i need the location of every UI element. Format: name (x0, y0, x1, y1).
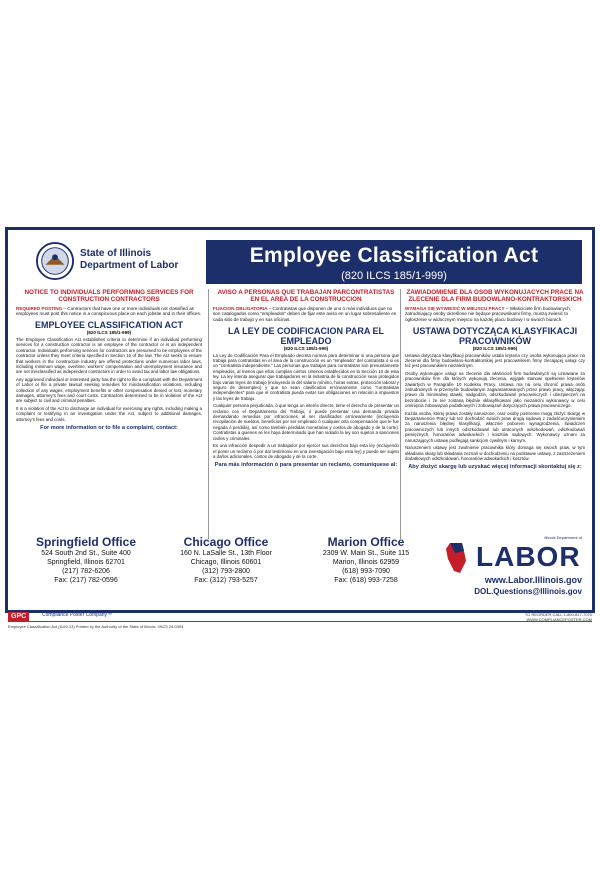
labor-email-link[interactable]: DOL.Questions@Illinois.gov (474, 587, 582, 596)
agency-line2: Department of Labor (80, 260, 179, 271)
office-springfield (16, 535, 156, 585)
labor-top-text: Illinois Department of (544, 535, 582, 540)
english-notice-heading: NOTICE TO INDIVIDUALS PERFORMING SERVICES FOR CONSTRUCTION CONTRACTORS (24, 289, 194, 304)
spanish-notice-heading: AVISO A PERSONAS QUE TRABAJAN PARCONTRATISTAS EN EL AREA DE LA CONSTRUCCION (217, 289, 395, 304)
company-name: Compliance Poster Company™ (42, 612, 113, 618)
office-name: Marion Office (327, 535, 405, 549)
polish-paragraph-3: Każda osoba, której prawa zostały naruszone, oraz osoby postronne mogą złożyć skargę w Departamencie Pracy lub też dochodzić swoich praw drogą sądową z zadośćuczynieniem za naruszenia błędnej klasyfikacji, włącznie poborem wynagrodzenia, świadczeń pracowniczych lub innych odszkodowań lub utraconych odszkodowań, odszkodowań pieniężnych, honorariów adwokackich i kosztów sądowych. Wykonawcy uznani za naruszających ustawę podlegają sankcjom cywilnym i karnym. (405, 410, 585, 443)
office-contacts (16, 535, 582, 605)
spanish-paragraph-2: Cualquier persona perjudicada, ó que tenga un interés directo, tiene el derecho de presentar un reclamo con el Departamento del Trabajo, ó puede presentar una demanda privada demandando remedios por infracciones al ser clasificados erróneamente (incluyendo recopilación de sueldos, beneficios por ser empleado ó cualquier otra compensación que le fue negada ó perdida), así como también pérdidas monetarias y costos de abogado y de la corte). Contratistas a quienes se les haya determinado que han violado la ley son sujetos a sanciones civiles y criminales. (213, 403, 399, 441)
title-bar (206, 240, 582, 284)
spanish-required-posting (213, 306, 399, 323)
spanish-act-citation: (820 ILCS 185/1-999) (283, 345, 329, 351)
poster-frame (5, 227, 595, 613)
office-fax: Fax: (618) 993-7258 (334, 577, 398, 584)
poster-footer (8, 612, 592, 642)
english-paragraph-3: It is a violation of the Act to discharge an individual for exercising any rights, including making a complaint or testifying in an investigation under the Act, subject to additional damages, attorney's fees and costs. (16, 405, 202, 422)
footer-divider (8, 621, 592, 622)
labor-logo-box (436, 535, 582, 601)
agency-line1: State of Illinois (80, 248, 152, 259)
printing-notice: Employee Classification Act (8-09-13) Printed by the Authority of the State of Illinois. 09/23 24-0394 (8, 624, 184, 629)
poster-title: Employee Classification Act (249, 244, 539, 267)
office-fax: Fax: (217) 782-0596 (54, 577, 118, 584)
polish-paragraph-1: Ustawa dotycząca klasyfikacji pracowników ustala kryteria czy osoba wykonująca prace na zlecenie dla firmy budowlano-kontraktorskiej jest pracownikiem firmy zlecającej usługi czy też jest pracownikiem niezależnym. (405, 352, 585, 369)
reorder-phone: TO REORDER CALL 1-800-817-7070 (524, 612, 592, 617)
english-more-info: For more information or to file a complaint, contact: (40, 425, 178, 432)
english-act-heading: EMPLOYEE CLASSIFICATION ACT (34, 320, 183, 330)
polish-paragraph-2: Osoby wykonujące usługi na zlecenie dla właścicieli firm budowlanych są uznawane za pracowników firm dla których wykonują zlecenia, wyjątek stanowi spełnienie kryteriów zawartych w Paragrafie 10 Kodeksu Pracy. Ustawa ma na celu chronić prawa osób zatrudnionych w przemyśle budowlanym zagwarantowanych przez prawo pracy, włączając prawo do minimalnej stawki, nadgodzin, odszkodowań pracowniczych i ubezpieczeń na bezrobocie i że nie zostaną błędnie sklasyfikowani jako niezależni wykonawcy w celu ominięcia zobowiązań podatkowych i zobowiązań dotyczących prawa pracowniczego. (405, 370, 585, 409)
office-fax: Fax: (312) 793-5257 (194, 577, 258, 584)
office-address-1: 2309 W. Main St., Suite 115 (322, 550, 410, 557)
spanish-paragraph-1: La Ley de Codificación Para el Empleado decreta normas para determinar si una persona que trabaja para contratistas en el área de la construcción es un "empleado" del contratista ó si es un "contratista independiente." Las personas que trabajan para contratistas son presuntamente empleados, al menos que ellos cumplan ciertos criterios establecidos en la Sección 10 de esta ley. La ley intenta asegurar que trabajadores en la industria de la construcción sean protegidos bajo varias leyes de trabajo (incluyendo la del salario mínimo, horas extras, protección laboral y seguro de desempleo) y que no sean clasificados erróneamente como "contratistas independientes" para que el contratista pueda evitar sus obligaciones en relación a impuestos y las leyes de trabajo. (213, 352, 399, 401)
office-address-2: Springfield, Illinois 62701 (47, 559, 125, 566)
illinois-map-icon (440, 541, 474, 575)
office-chicago (156, 535, 296, 585)
spanish-required-label: FIJACION OBLIGATORIA (213, 305, 268, 311)
illinois-seal-icon (36, 242, 74, 280)
poster-subtitle: (820 ILCS 185/1-999) (341, 270, 447, 282)
office-address-1: 160 N. LaSalle St., 13th Floor (180, 550, 272, 557)
english-paragraph-1: The Employee Classification Act establishes criteria to determine if an individual performing services for a construction contractor is an employee of the contractor or is an independent contractor. Individuals performing services for contractors are presumed to be employees of the contractor unless they meet criteria specified in Section 10 of the law. The Act seeks to ensure that workers in the construction industry are offered protections under numerous labor laws, including minimum wage, overtime, workers' compensation and unemployment insurance and are not misclassified as independent contractors in order to avoid tax and labor law obligations. (16, 337, 202, 375)
reorder-info (525, 612, 592, 622)
content-columns (16, 289, 585, 539)
polish-more-info: Aby złożyć skargę lub uzyskać więcej informacji skontaktuj się z: (408, 464, 582, 471)
polish-notice-heading: ZAWIADOMIENIE DLA OSOB WYKONUJACYCH PRACE NA ZLECENIE DLA FIRM BUDOWLANO-KONTRAKTORSKICH (406, 289, 584, 304)
office-name: Springfield Office (35, 535, 136, 549)
spanish-paragraph-3: Es una infracción despedir a un trabajador por ejercer sus derechos bajo esta ley (incluyendo el poner un reclamo ó por dar testimonio en una investigación bajo esta ley) y puede ser sujeto a daños adicionales, costos de abogado y de la corte. (213, 443, 399, 459)
gpc-logo: GPC (8, 612, 29, 621)
polish-act-citation: (820 ILCS 185/1-999) (472, 345, 518, 351)
polish-required-text: – Właściciele firm budowlanych, zatrudniający osoby określone nie będące pracownikami firmy, muszą zwiesić to ogłoszenie w widocznym miejscu na każdej placu budowy i w swoich biurach. (405, 305, 572, 322)
spanish-more-info: Para más información ó para presentar un reclamo, comuníquese al: (214, 462, 398, 469)
labor-logo-text: LABOR (476, 541, 581, 572)
office-marion (296, 535, 436, 585)
labor-website-link[interactable]: www.Labor.Illinois.gov (484, 575, 582, 585)
english-column (16, 289, 202, 539)
office-phone: (618) 993-7090 (342, 568, 390, 575)
reorder-website: WWW.COMPLIANCEPOSTER.COM (526, 617, 592, 622)
polish-paragraph-4: Naruszeniem ustawy jest zwolnienie pracownika który domaga się swoich praw, w tym składania skarg lub składania zeznań w dochodzeniu na podstawie ustawy, z zastrzeżeniem dodatkowych odszkodowań, honorariów adwokackich i kosztów. (405, 445, 585, 461)
polish-required-label: WYMAGA SIĘ WYWIESIĆ W MIEJSCU PRACY (405, 305, 505, 311)
office-phone: (312) 793-2800 (202, 568, 250, 575)
office-name: Chicago Office (183, 535, 269, 549)
polish-column (400, 289, 585, 539)
office-address-2: Chicago, Illinois 60601 (190, 559, 262, 566)
office-address-2: Marion, Illinois 62959 (332, 559, 400, 566)
polish-act-heading: USTAWA DOTYCZĄCA KLASYFIKACJI PRACOWNIKÓW (412, 325, 578, 346)
english-required-label: REQUIRED POSTING (16, 305, 63, 311)
spanish-column (208, 289, 399, 539)
agency-name (80, 248, 178, 272)
spanish-required-text: – Contratistas que disponen de uno ó más individuos que no son catalogados como "empleados" deben de fijar este aviso en un lugar sobresaliente en cada sitio de trabajo y en sus oficinas. (213, 305, 397, 322)
spanish-act-heading: LA LEY DE CODIFICACION PARA EL EMPLEADO (227, 325, 384, 346)
office-phone: (217) 782-6206 (62, 568, 110, 575)
english-required-text: – Contractors that have one or more individuals not classified as employees must post this notice in a conspicuous place on each jobsite and in their offices. (16, 305, 202, 317)
english-act-citation: (820 ILCS 185/1-999) (86, 330, 132, 335)
english-paragraph-2: Any aggrieved individual or interested party has the right to file a complaint with the Department of Labor or file a private lawsuit seeking remedies for misclassification violations, including collection of any wages, employment benefits or other compensation denied or lost, monetary damages, attorney's fees and court costs. Contractors determined to be in violation of the Act are subject to civil and criminal penalties. (16, 376, 202, 404)
office-address-1: 524 South 2nd St., Suite 400 (41, 550, 131, 557)
poster-header (16, 238, 582, 280)
poster (5, 227, 595, 645)
english-required-posting (16, 306, 202, 317)
polish-required-posting (405, 306, 585, 323)
